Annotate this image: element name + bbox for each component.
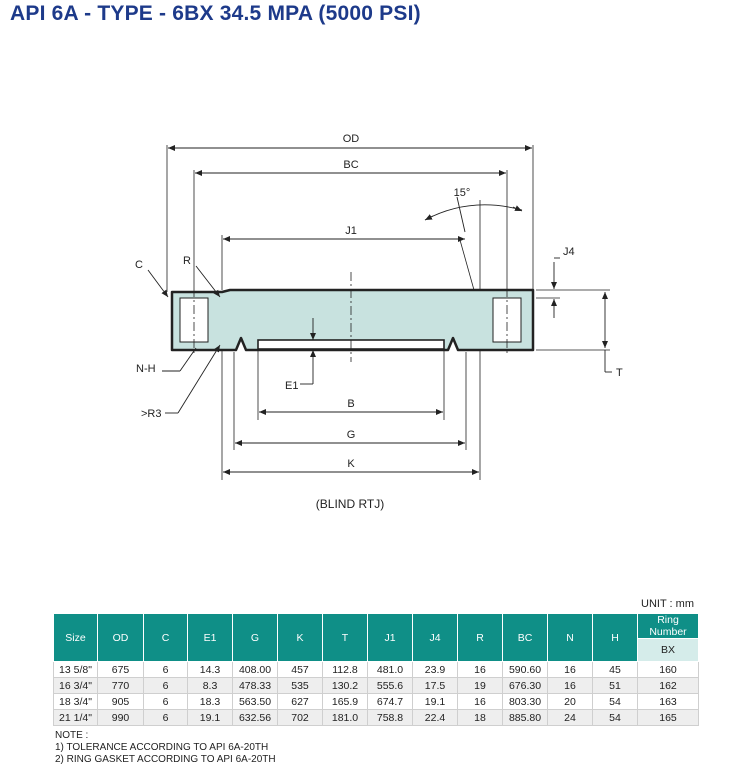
table-cell: 45 — [593, 662, 638, 678]
table-cell: 19.1 — [413, 694, 458, 710]
table-cell: 19 — [458, 678, 503, 694]
table-cell: 885.80 — [503, 710, 548, 726]
label-nh: N-H — [136, 363, 156, 375]
header-t: T — [323, 614, 368, 662]
table-cell: 23.9 — [413, 662, 458, 678]
label-t: T — [616, 367, 623, 379]
header-od: OD — [98, 614, 144, 662]
table-cell: 6 — [144, 678, 188, 694]
spec-table — [53, 613, 699, 726]
table-cell: 54 — [593, 694, 638, 710]
table-cell: 20 — [548, 694, 593, 710]
notes-heading: NOTE : — [55, 730, 89, 741]
table-cell: 770 — [98, 678, 144, 694]
label-angle: 15° — [453, 187, 471, 199]
header-h: H — [593, 614, 638, 662]
table-cell: 54 — [593, 710, 638, 726]
label-e1: E1 — [285, 380, 299, 392]
table-cell: 674.7 — [368, 694, 413, 710]
table-cell: 165 — [638, 710, 699, 726]
table-cell: 16 3/4" — [54, 678, 98, 694]
table-cell: 555.6 — [368, 678, 413, 694]
label-b: B — [347, 398, 355, 410]
page-title: API 6A - TYPE - 6BX 34.5 MPA (5000 PSI) — [10, 2, 421, 25]
table-cell: 163 — [638, 694, 699, 710]
table-cell: 19.1 — [188, 710, 233, 726]
table-cell: 675 — [98, 662, 144, 678]
table-cell: 478.33 — [233, 678, 278, 694]
label-j1: J1 — [345, 225, 357, 237]
header-g: G — [233, 614, 278, 662]
table-cell: 803.30 — [503, 694, 548, 710]
table-cell: 408.00 — [233, 662, 278, 678]
table-cell: 18 3/4" — [54, 694, 98, 710]
label-r: R — [183, 255, 191, 267]
table-cell: 16 — [548, 678, 593, 694]
table-cell: 481.0 — [368, 662, 413, 678]
table-cell: 17.5 — [413, 678, 458, 694]
table-cell: 24 — [548, 710, 593, 726]
label-od: OD — [342, 133, 360, 145]
label-r3: >R3 — [141, 408, 162, 420]
header-r: R — [458, 614, 503, 662]
table-cell: 16 — [458, 694, 503, 710]
table-cell: 632.56 — [233, 710, 278, 726]
header-e1: E1 — [188, 614, 233, 662]
table-cell: 6 — [144, 694, 188, 710]
header-ring-number: Ring Number — [638, 614, 699, 639]
table-cell: 6 — [144, 710, 188, 726]
table-cell: 13 5/8" — [54, 662, 98, 678]
header-bc: BC — [503, 614, 548, 662]
header-n: N — [548, 614, 593, 662]
table-cell: 905 — [98, 694, 144, 710]
header-k: K — [278, 614, 323, 662]
table-cell: 6 — [144, 662, 188, 678]
table-cell: 990 — [98, 710, 144, 726]
table-cell: 112.8 — [323, 662, 368, 678]
table-row — [54, 678, 699, 694]
header-size: Size — [54, 614, 98, 662]
note-item: 2) RING GASKET ACCORDING TO API 6A-20TH — [55, 754, 276, 765]
table-cell: 16 — [458, 662, 503, 678]
label-k: K — [347, 458, 355, 470]
table-cell: 21 1/4" — [54, 710, 98, 726]
header-j1: J1 — [368, 614, 413, 662]
table-cell: 563.50 — [233, 694, 278, 710]
table-cell: 676.30 — [503, 678, 548, 694]
table-row — [54, 710, 699, 726]
table-cell: 14.3 — [188, 662, 233, 678]
table-header-row — [54, 614, 699, 639]
header-c: C — [144, 614, 188, 662]
notes — [55, 730, 276, 766]
table-cell: 165.9 — [323, 694, 368, 710]
table-row — [54, 662, 699, 678]
table-row — [54, 694, 699, 710]
label-bc: BC — [343, 159, 359, 171]
header-j4: J4 — [413, 614, 458, 662]
table-cell: 162 — [638, 678, 699, 694]
note-item: 1) TOLERANCE ACCORDING TO API 6A-20TH — [55, 742, 269, 753]
table-cell: 160 — [638, 662, 699, 678]
table-cell: 22.4 — [413, 710, 458, 726]
table-cell: 457 — [278, 662, 323, 678]
unit-label: UNIT : mm — [641, 598, 694, 610]
label-g: G — [346, 429, 356, 441]
label-j4: J4 — [563, 246, 575, 258]
table-cell: 590.60 — [503, 662, 548, 678]
table-cell: 8.3 — [188, 678, 233, 694]
header-ring-bx: BX — [638, 639, 699, 662]
table-cell: 535 — [278, 678, 323, 694]
table-cell: 181.0 — [323, 710, 368, 726]
table-cell: 51 — [593, 678, 638, 694]
diagram-caption: (BLIND RTJ) — [315, 497, 385, 511]
table-cell: 627 — [278, 694, 323, 710]
table-cell: 702 — [278, 710, 323, 726]
table-cell: 16 — [548, 662, 593, 678]
label-c: C — [135, 259, 143, 271]
table-cell: 758.8 — [368, 710, 413, 726]
table-cell: 18.3 — [188, 694, 233, 710]
table-cell: 18 — [458, 710, 503, 726]
table-cell: 130.2 — [323, 678, 368, 694]
